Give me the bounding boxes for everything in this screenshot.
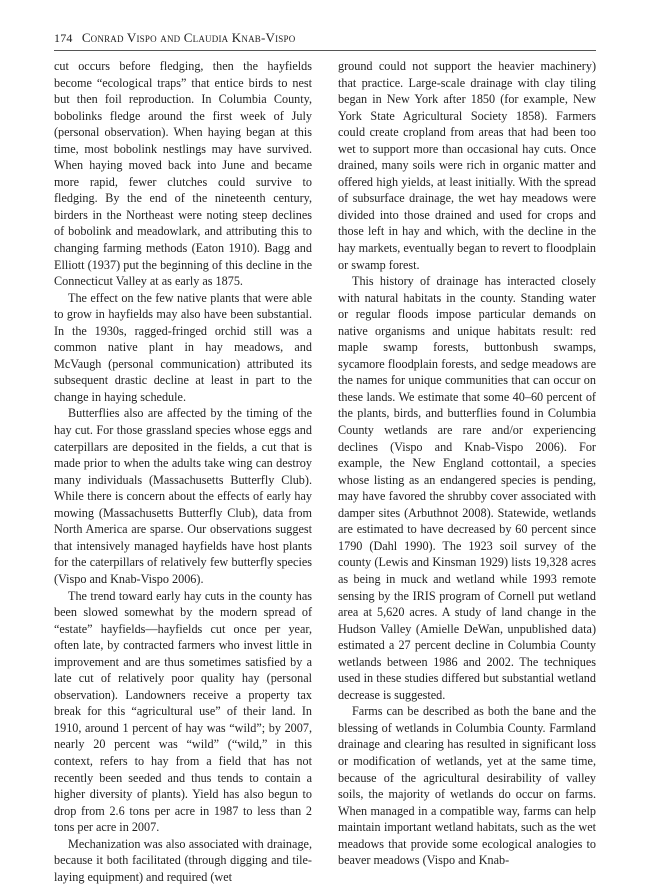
- paragraph: Farms can be described as both the bane and the blessing of wetlands in Columbia County. Farmland drainage and clearing has resulted in significant loss or modification of wetlands, yet at the same time, because of the agricultural desirability of valley soils, the majority of wetlands do occur on farms. When managed in a compatible way, farms can help maintain important wetland habitats, such as the wet meadows that provide some ecological analogies to beaver meadows (Vispo and Knab-: [338, 704, 596, 868]
- text-body: [54, 58, 596, 885]
- paragraph: This history of drainage has interacted closely with natural habitats in the county. Standing water or regular floods impose particular demands on native organisms and unique habitats result: red maple swamp forests, buttonbush swamps, sycamore floodplain forests, and sedge meadows are the names for unique communities that can occur on these lands. We estimate that some 40–60 percent of the plants, birds, and butterflies found in Columbia County wetlands are rare and/or experiencing declines (Vispo and Knab-Vispo 2006). For example, the New England cottontail, a species whose listing as an endangered species is pending, may have favored the shrubby cover associated with damper sites (Arbuthnot 2008). Statewide, wetlands are estimated to have decreased by 60 percent since 1790 (Dahl 1990). The 1923 soil survey of the county (Lewis and Kinsman 1929) lists 19,328 acres as being in muck and wetland while 1993 remote sensing by the IRIS program of Cornell put wetland area at 5,620 acres. A study of land change in the Hudson Valley (Amielle DeWan, unpublished data) estimated a 27 percent decline in Columbia County wetlands between 1986 and 2002. The techniques used in these studies differed but substantial wetland decrease is suggested.: [338, 274, 596, 702]
- left-column: [54, 58, 312, 885]
- running-header: [54, 30, 596, 46]
- paragraph: cut occurs before fledging, then the hayfields become “ecological traps” that entice birds to nest but then foil reproduction. In Columbia County, bobolinks fledge around the first week of July (personal observation). When haying began at this time, most bobolink nestlings may have survived. When haying moved back into June and became more rapid, fewer clutches could survive to fledging. By the end of the nineteenth century, birders in the Northeast were noting steep declines of bobolink and meadowlark, and attributing this to changing farming methods (Eaton 1910). Bagg and Elliott (1937) put the beginning of this decline in the Connecticut Valley at as early as 1875.: [54, 59, 312, 289]
- paragraph: The trend toward early hay cuts in the county has been slowed somewhat by the modern spread of “estate” hayfields—hayfields cut once per year, often late, by contracted farmers who invest little in improvement and are thus sometimes satisfied by a late cut of relatively poor quality hay (personal observation). Landowners receive a property tax break for this “agricultural use” of their land. In 1910, around 1 percent of hay was “wild”; by 2007, nearly 20 percent was “wild” (“wild,” in this context, refers to hay from a field that has not recently been seeded and thus tends to contain a higher diversity of plants). Yield has also begun to drop from 2.6 tons per acre in 1987 to less than 2 tons per acre in 2007.: [54, 588, 312, 835]
- paragraph: Butterflies also are affected by the timing of the hay cut. For those grassland species whose eggs and caterpillars are deposited in the fields, a cut that is made prior to when the adults take wing can destroy many individuals (Massachusetts Butterfly Club). While there is concern about the effects of early hay mowing (Massachusetts Butterfly Club), data from North America are sparse. Our observations suggest that intensively managed hayfields have host plants for the caterpillars of relatively few butterfly species (Vispo and Knab-Vispo 2006).: [54, 406, 312, 586]
- right-column: [338, 58, 596, 885]
- paragraph: The effect on the few native plants that were able to grow in hayfields may also have been substantial. In the 1930s, ragged-fringed orchid still was a common native plant in hay meadows, and McVaugh (personal communication) attributed its subsequent drastic decline at least in part to the change in haying schedule.: [54, 290, 312, 404]
- paragraph: Mechanization was also associated with drainage, because it both facilitated (through digging and tile-laying equipment) and required (wet: [54, 836, 312, 884]
- paragraph: ground could not support the heavier machinery) that practice. Large-scale drainage with clay tiling began in New York after 1850 (for example, New York State Agricultural Society 1858). Farmers could create cropland from areas that had been too wet to support more than occasional hay cuts. Once drained, many soils were rich in organic matter and offered high yields, at least initially. With the spread of subsurface drainage, the wet hay meadows were divided into those drained and used for crops and those left in hay and which, with the decline in the hay markets, eventually began to revert to floodplain or swamp forest.: [338, 59, 596, 272]
- running-head-authors: Conrad Vispo and Claudia Knab-Vispo: [81, 30, 296, 45]
- page-number: 174: [54, 31, 73, 45]
- header-rule: [54, 50, 596, 51]
